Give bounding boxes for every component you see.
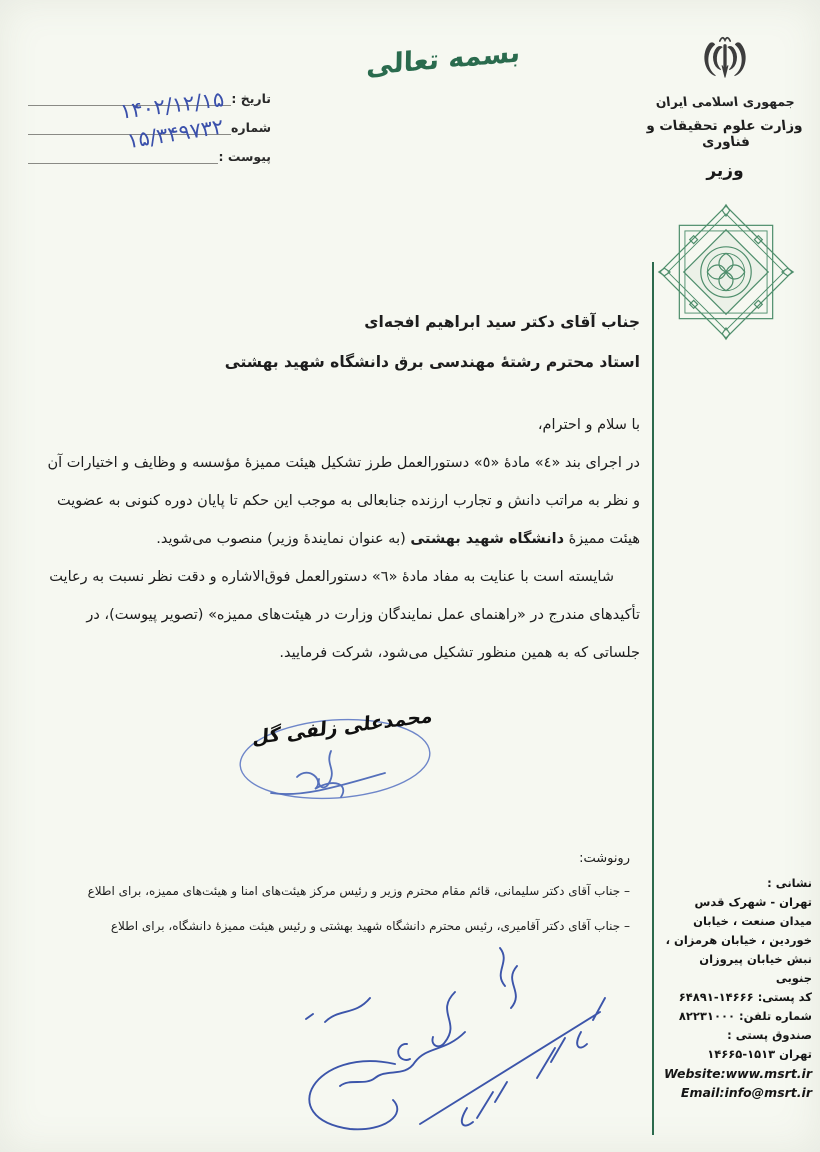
pobox-number: تهران ۱۵۱۳-۱۴۶۶۵	[707, 1047, 812, 1061]
body-line	[28, 520, 640, 558]
cc-heading: رونوشت:	[579, 851, 630, 866]
greeting-line: با سلام و احترام،	[537, 417, 640, 433]
pobox-label: صندوق پستی :	[727, 1028, 812, 1042]
body-text: هیئت ممیزهٔ	[564, 531, 640, 547]
address-block	[662, 874, 812, 1102]
body-text: (به عنوان نمایندهٔ وزیر) منصوب می‌شوید.	[156, 531, 411, 547]
address-line: تهران - شهرک قدس	[694, 895, 812, 909]
date-field	[26, 87, 271, 124]
date-handwritten-value: ۱۴۰۲/۱۲/۱۵	[118, 87, 226, 124]
address-line: میدان صنعت ، خیابان	[693, 914, 812, 928]
letterhead	[638, 32, 812, 181]
phone-number: شماره تلفن: ۸۲۲۳۱۰۰۰	[678, 1009, 812, 1023]
attachment-line	[28, 148, 218, 164]
body-line: و نظر به مراتب دانش و تجارب ارزنده جنابعالی به موجب این حکم تا پایان دوره کنونی به عضویت	[57, 493, 640, 509]
body-line: شایسته است با عنایت به مفاد مادهٔ «٦» دستورالعمل فوق‌الاشاره و دقت نظر نسبت به رعایت	[49, 569, 614, 585]
letterhead-minister-title: وزیر	[706, 161, 744, 181]
number-line	[28, 114, 231, 154]
letterhead-ministry: وزارت علوم تحقیقات و فناوری	[645, 118, 804, 150]
attachment-label: پیوست :	[218, 149, 271, 164]
handwritten-note	[255, 928, 607, 1150]
date-line	[28, 87, 231, 124]
address-line: نبش خیابان پیروزان جنوبی	[699, 952, 812, 985]
cc-item: – جناب آقای دکتر آقامیری، رئیس محترم دانشگاه شهید بهشتی و رئیس هیئت ممیزهٔ دانشگاه، برای اطلاع	[110, 919, 630, 933]
letterhead-country: جمهوری اسلامی ایران	[654, 94, 796, 109]
ornamental-star-icon	[656, 202, 796, 342]
number-handwritten-value: ۱۵/۳۴۹۷۳۲	[125, 114, 226, 154]
postal-code: کد پستی: ۱۴۶۶۶-۶۴۸۹۱	[678, 990, 812, 1004]
number-label: شماره	[231, 120, 271, 135]
number-field	[26, 114, 271, 154]
bismillah-calligraphy: بسمه تعالی	[366, 37, 521, 82]
address-label: نشانی :	[767, 876, 812, 890]
body-line: جلساتی که به همین منظور تشکیل می‌شود، شرکت فرمایید.	[279, 645, 640, 661]
recipient-name: جناب آقای دکتر سید ابراهیم افجه‌ای	[364, 313, 640, 331]
email-address: Email:info@msrt.ir	[680, 1085, 812, 1100]
meta-fields	[26, 87, 271, 177]
body-line: تأکیدهای مندرج در «راهنمای عمل نمایندگان وزارت در هیئت‌های ممیزه» (تصویر پیوست)، در	[86, 607, 640, 623]
date-label: تاریخ :	[231, 91, 271, 106]
body-line: در اجرای بند «٤» مادهٔ «٥» دستورالعمل طرز تشکیل هیئت ممیزهٔ مؤسسه و وظایف و اختیارات آن	[47, 455, 640, 471]
cc-item: – جناب آقای دکتر سلیمانی، قائم مقام محترم وزیر و رئیس مرکز هیئت‌های امنا و هیئت‌های ممیزه، برای اطلاع	[87, 884, 630, 898]
green-divider-line	[652, 262, 654, 1135]
minister-signature-name: محمدعلی زلفی گل	[252, 704, 434, 750]
attachment-field	[26, 148, 271, 164]
university-name-bold: دانشگاه شهید بهشتی	[410, 531, 565, 547]
address-line: خوردین ، خیابان هرمزان ،	[665, 933, 812, 947]
recipient-role: استاد محترم رشتهٔ مهندسی برق دانشگاه شهید بهشتی	[224, 353, 640, 371]
letter-body	[28, 302, 640, 672]
iran-emblem-icon	[699, 32, 751, 90]
website-url: Website:www.msrt.ir	[664, 1066, 812, 1081]
